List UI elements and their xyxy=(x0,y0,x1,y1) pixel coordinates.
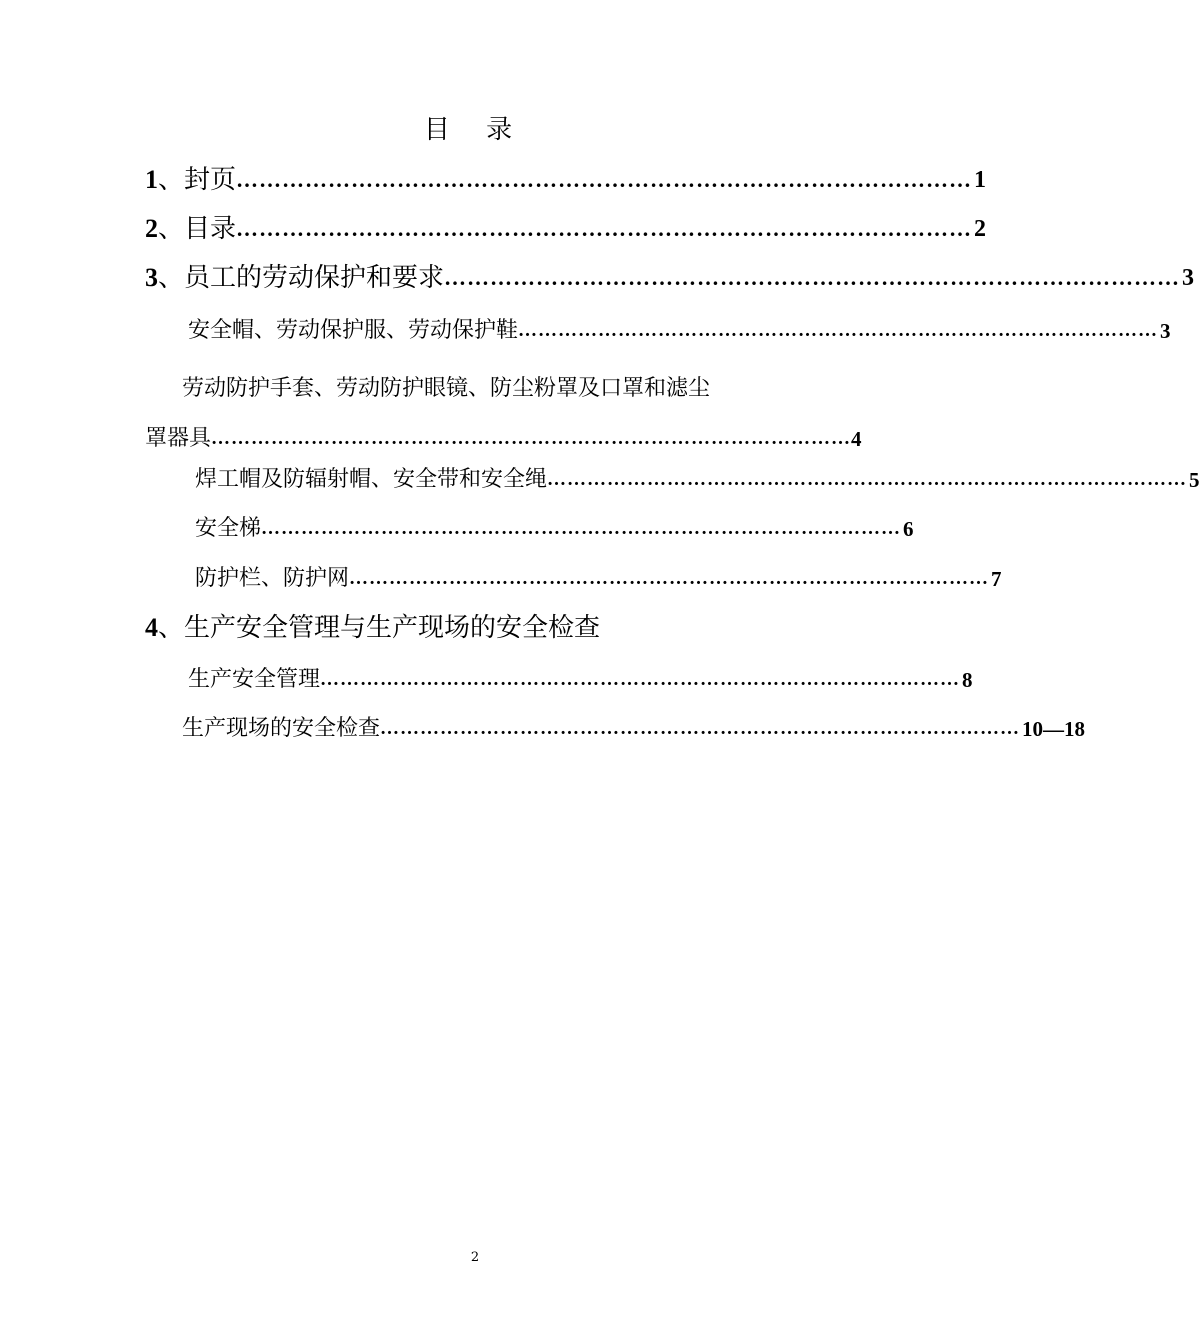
toc-subentry-helmet-clothing-shoes[interactable] xyxy=(188,313,1171,349)
toc-subentry-safety-management[interactable] xyxy=(188,662,973,698)
toc-entry-separator: 、 xyxy=(158,263,185,293)
toc-subentry-gloves-goggles-masks[interactable] xyxy=(145,364,862,464)
toc-entry-number: 3 xyxy=(145,263,158,292)
toc-entry-number: 4 xyxy=(145,613,158,642)
toc-entry-page: 6 xyxy=(903,517,914,541)
toc-entry-page: 3 xyxy=(1182,265,1195,291)
toc-entry-label: 封页 xyxy=(184,165,237,195)
toc-entry-separator: 、 xyxy=(158,214,185,244)
toc-subentry-site-inspection[interactable] xyxy=(182,711,1086,747)
dot-leader: …………………………………………………………………………………… xyxy=(320,669,961,690)
toc-entry-page: 7 xyxy=(991,567,1002,591)
dot-leader: …………………………………………………………………………………… xyxy=(380,718,1021,739)
toc-entry-label: 焊工帽及防辐射帽、安全带和安全绳 xyxy=(195,467,548,492)
toc-entry-page: 1 xyxy=(974,167,987,193)
toc-entry-label: 安全梯 xyxy=(195,516,262,541)
dot-leader: …………………………………………………………………………………… xyxy=(211,428,852,449)
toc-entry-contents[interactable] xyxy=(145,211,987,247)
dot-leader: …………………………………………………………………………………… xyxy=(261,518,902,539)
toc-subentry-welding-helmet-belt-rope[interactable] xyxy=(195,462,1200,498)
toc-entry-label: 员工的劳动保护和要求 xyxy=(184,263,445,293)
toc-entry-cover[interactable] xyxy=(145,162,987,198)
toc-subentry-guardrail-net[interactable] xyxy=(195,561,1002,597)
toc-entry-label: 生产安全管理与生产现场的安全检查 xyxy=(184,613,601,643)
dot-leader: …………………………………………………………………………………… xyxy=(444,265,1181,290)
dot-leader: …………………………………………………………………………………… xyxy=(236,216,973,241)
toc-entry-separator: 、 xyxy=(158,613,185,643)
toc-entry-label-line1: 劳动防护手套、劳动防护眼镜、防尘粉罩及口罩和滤尘 xyxy=(182,376,711,401)
toc-entry-page: 4 xyxy=(851,427,862,451)
toc-entry-label: 防护栏、防护网 xyxy=(195,566,350,591)
toc-entry-label: 安全帽、劳动保护服、劳动保护鞋 xyxy=(188,318,519,343)
toc-entry-line2 xyxy=(145,414,862,464)
dot-leader: …………………………………………………………………………………… xyxy=(518,320,1159,341)
toc-heading: 目 录 xyxy=(423,115,527,145)
toc-entry-label-line2: 罩器具 xyxy=(145,426,212,451)
toc-entry-label: 目录 xyxy=(184,214,237,244)
toc-entry-page: 3 xyxy=(1160,319,1171,343)
toc-entry-page: 5 xyxy=(1189,468,1200,492)
toc-entry-label: 生产现场的安全检查 xyxy=(182,716,381,741)
dot-leader: …………………………………………………………………………………… xyxy=(236,167,973,192)
toc-entry-label: 生产安全管理 xyxy=(188,667,321,692)
toc-entry-page: 8 xyxy=(962,668,973,692)
toc-entry-separator: 、 xyxy=(158,165,185,195)
toc-entry-labor-protection[interactable] xyxy=(145,260,1195,296)
dot-leader: …………………………………………………………………………………… xyxy=(349,568,990,589)
toc-subentry-safety-ladder[interactable] xyxy=(195,511,914,547)
toc-entry-production-safety[interactable] xyxy=(145,610,765,646)
toc-entry-number: 2 xyxy=(145,214,158,243)
toc-entry-number: 1 xyxy=(145,165,158,194)
toc-entry-page: 10—18 xyxy=(1022,717,1086,741)
toc-entry-page: 2 xyxy=(974,216,987,242)
footer-page-number: 2 xyxy=(470,1250,480,1265)
dot-leader: …………………………………………………………………………………… xyxy=(547,469,1188,490)
